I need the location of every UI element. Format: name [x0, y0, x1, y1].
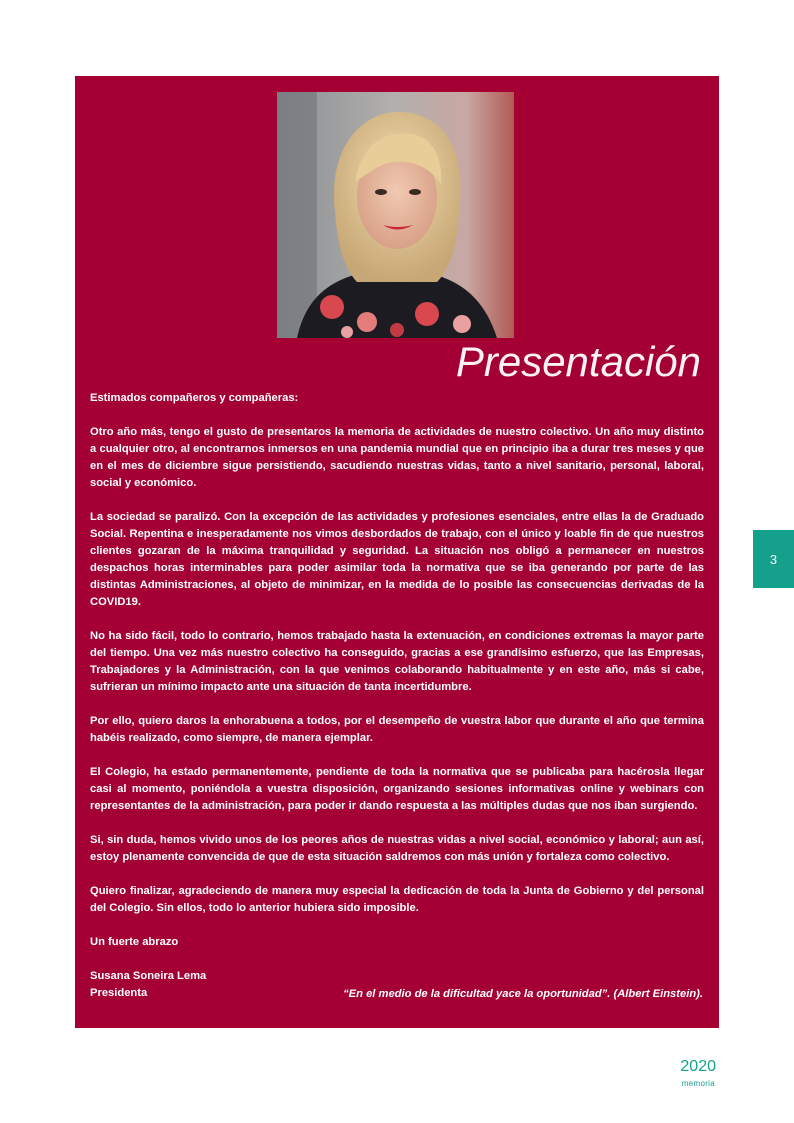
page-title: Presentación: [455, 338, 701, 385]
paragraph-4: Por ello, quiero daros la enhorabuena a todos, por el desempeño de vuestra labor que durante el año que termina habéis realizado, como siempre, de manera ejemplar.: [90, 715, 704, 744]
paragraph-1: Otro año más, tengo el gusto de presentaros la memoria de actividades de nuestro colectivo. Un año muy distinto a cualquier otro, al encontrarnos inmersos en una pandemia mundial que en principio iba a durar tres meses y que en el mes de diciembre sigue persistiendo, sacudiendo nuestras vidas, tanto a nivel sanitario, personal, laboral, social y económico.: [90, 426, 704, 489]
closing: Un fuerte abrazo: [90, 936, 179, 948]
page-number: 3: [769, 551, 778, 567]
closing-quote: “En el medio de la dificultad yace la oportunidad”. (Albert Einstein).: [343, 988, 703, 1000]
paragraph-2: La sociedad se paralizó. Con la excepción de las actividades y profesiones esenciales, entre ellas la de Graduado Social. Repentina e inesperadamente nos vimos desbordados de trabajo, con el único y loable fin de que nuestros clientes gozaran de la máxima tranquilidad y seguridad. La situación nos obligó a permanecer en nuestros despachos horas interminables para poder asimilar toda la normativa que se iba generando por parte de las distintas Administraciones, al objeto de minimizar, en la medida de lo posible las consecuencias derivadas de la COVID19.: [90, 511, 704, 608]
paragraph-5: El Colegio, ha estado permanentemente, pendiente de toda la normativa que se publicaba para hacérosla llegar casi al momento, poniéndola a vuestra disposición, organizando sesiones informativas online y webinars con representantes de la administración, para poder ir dando respuesta a las múltiples dudas que nos iban surgiendo.: [90, 766, 704, 812]
portrait-photo: [277, 92, 514, 338]
letter-body: [90, 390, 704, 1019]
signer-role: Presidenta: [90, 987, 148, 999]
signer-name: Susana Soneira Lema: [90, 970, 207, 982]
footer-year: 2020: [680, 1058, 716, 1075]
paragraph-3: No ha sido fácil, todo lo contrario, hemos trabajado hasta la extenuación, en condiciones extremas la mayor parte del tiempo. Una vez más nuestro colectivo ha conseguido, gracias a ese grandísimo esfuerzo, que las Empresas, Trabajadores y la Administración, con la que venimos colaborando habitualmente y en este año, más si cabe, sufrieran un mínimo impacto ante una situación de tanta incertidumbre.: [90, 630, 704, 693]
paragraph-6: Si, sin duda, hemos vivido unos de los peores años de nuestras vidas a nivel social, económico y laboral; aun así, estoy plenamente convencida de que de esta situación saldremos con más unión y fortaleza como colectivo.: [90, 834, 704, 863]
salutation: Estimados compañeros y compañeras:: [90, 392, 299, 404]
content-panel: [75, 76, 719, 1028]
page-number-tab: [753, 530, 794, 588]
footer-label: memoria: [681, 1079, 715, 1088]
paragraph-7: Quiero finalizar, agradeciendo de manera muy especial la dedicación de toda la Junta de Gobierno y del personal del Colegio. Sin ellos, todo lo anterior hubiera sido imposible.: [90, 885, 704, 914]
